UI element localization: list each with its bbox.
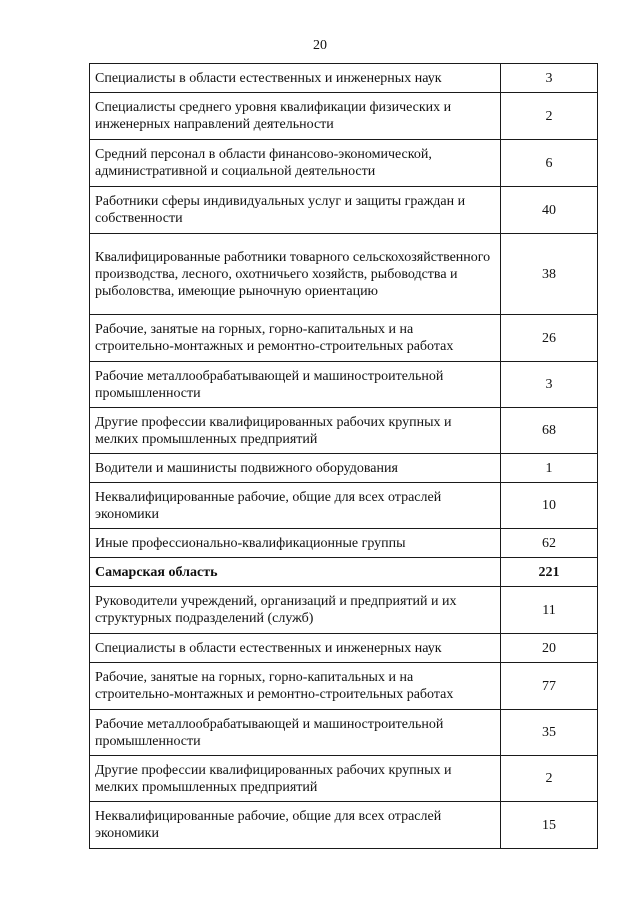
row-label: Рабочие, занятые на горных, горно-капитальных и на строительно-монтажных и ремонтно-строительных работах	[90, 315, 501, 362]
row-label: Специалисты в области естественных и инженерных наук	[90, 634, 501, 663]
row-label: Самарская область	[90, 558, 501, 587]
row-value: 3	[501, 362, 598, 408]
table-row	[90, 663, 598, 710]
row-label: Другие профессии квалифицированных рабочих крупных и мелких промышленных предприятий	[90, 756, 501, 802]
row-label: Рабочие, занятые на горных, горно-капитальных и на строительно-монтажных и ремонтно-строительных работах	[90, 663, 501, 710]
row-label: Рабочие металлообрабатывающей и машиностроительной промышленности	[90, 362, 501, 408]
row-label: Неквалифицированные рабочие, общие для всех отраслей экономики	[90, 802, 501, 849]
row-label: Специалисты среднего уровня квалификации физических и инженерных направлений деятельности	[90, 93, 501, 140]
table-row	[90, 710, 598, 756]
row-label: Средний персонал в области финансово-экономической, административной и социальной деятельности	[90, 140, 501, 187]
row-value: 62	[501, 529, 598, 558]
row-value: 68	[501, 408, 598, 454]
row-value: 10	[501, 483, 598, 529]
row-label: Неквалифицированные рабочие, общие для всех отраслей экономики	[90, 483, 501, 529]
row-label: Работники сферы индивидуальных услуг и защиты граждан и собственности	[90, 187, 501, 234]
row-value: 40	[501, 187, 598, 234]
table-row	[90, 483, 598, 529]
table-row	[90, 187, 598, 234]
row-label: Иные профессионально-квалификационные группы	[90, 529, 501, 558]
row-label: Специалисты в области естественных и инженерных наук	[90, 64, 501, 93]
table-row	[90, 408, 598, 454]
row-value: 38	[501, 234, 598, 315]
table-row	[90, 558, 598, 587]
row-label: Водители и машинисты подвижного оборудования	[90, 454, 501, 483]
table-row	[90, 140, 598, 187]
row-value: 26	[501, 315, 598, 362]
row-value: 1	[501, 454, 598, 483]
row-value: 35	[501, 710, 598, 756]
table-row	[90, 315, 598, 362]
table-row	[90, 634, 598, 663]
row-value: 77	[501, 663, 598, 710]
table-row	[90, 362, 598, 408]
page-number: 20	[313, 38, 327, 53]
row-label: Руководители учреждений, организаций и предприятий и их структурных подразделений (служб)	[90, 587, 501, 634]
row-value: 15	[501, 802, 598, 849]
table-row	[90, 64, 598, 93]
table-row	[90, 756, 598, 802]
row-value: 6	[501, 140, 598, 187]
row-value: 2	[501, 756, 598, 802]
table-row	[90, 234, 598, 315]
row-value: 20	[501, 634, 598, 663]
table-row	[90, 802, 598, 849]
row-value: 221	[501, 558, 598, 587]
row-label: Квалифицированные работники товарного сельскохозяйственного производства, лесного, охотничьего хозяйств, рыбоводства и рыболовства, имеющие рыночную ориентацию	[90, 234, 501, 315]
table-row	[90, 454, 598, 483]
table-row	[90, 93, 598, 140]
table-body	[90, 64, 598, 849]
data-table	[89, 63, 598, 849]
row-label: Другие профессии квалифицированных рабочих крупных и мелких промышленных предприятий	[90, 408, 501, 454]
table-row	[90, 587, 598, 634]
row-value: 11	[501, 587, 598, 634]
row-value: 2	[501, 93, 598, 140]
row-label: Рабочие металлообрабатывающей и машиностроительной промышленности	[90, 710, 501, 756]
row-value: 3	[501, 64, 598, 93]
table-row	[90, 529, 598, 558]
